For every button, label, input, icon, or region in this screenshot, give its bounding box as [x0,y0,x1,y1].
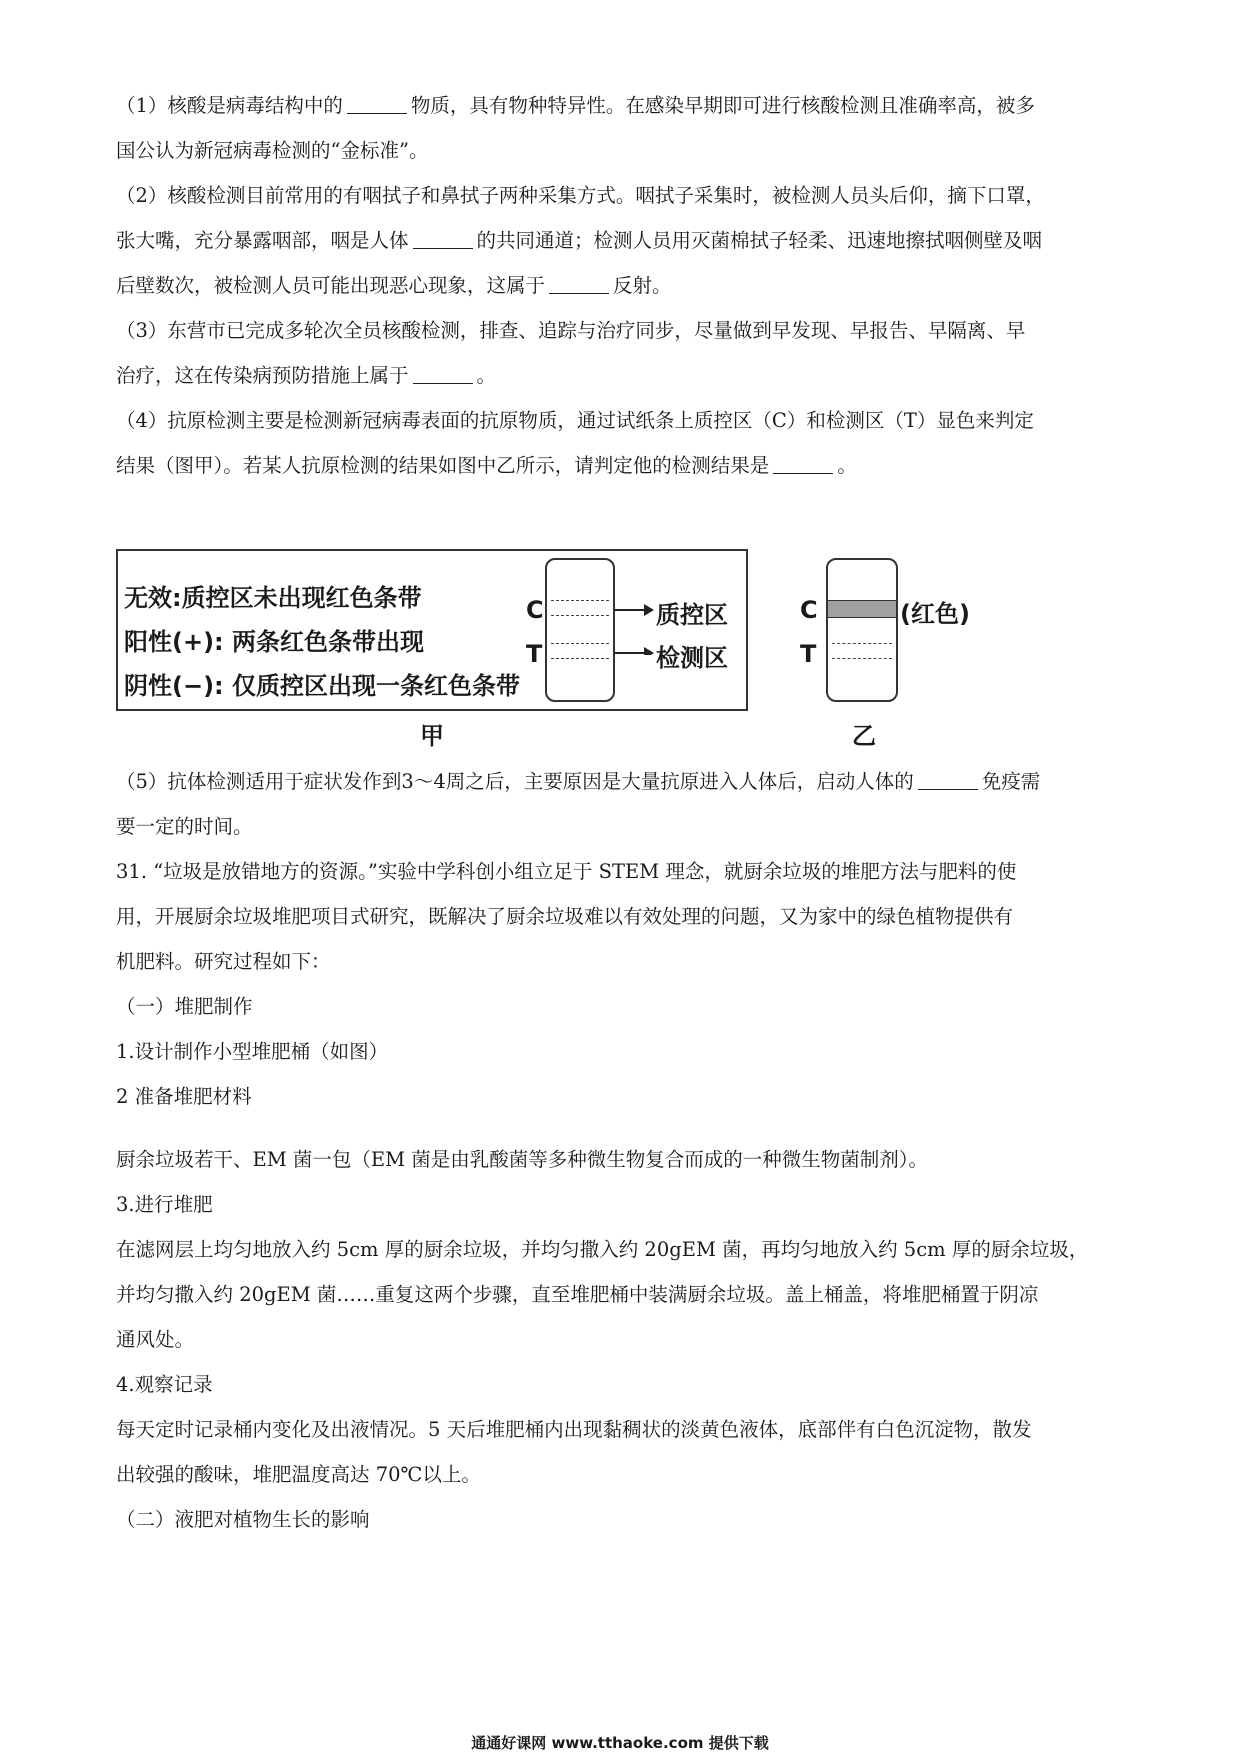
jia-arrow-test: 检测区 [656,644,728,672]
step-1: 1.设计制作小型堆肥桶（如图） [116,1040,389,1063]
answer-blank[interactable] [413,363,473,384]
q3-line-2: 治疗，这在传染病预防措施上属于 。 [116,364,497,387]
q31-line-2: 用，开展厨余垃圾堆肥项目式研究，既解决了厨余垃圾难以有效处理的问题，又为家中的绿色植物提供有 [116,905,1014,928]
section-liquid-fertilizer: （二）液肥对植物生长的影响 [116,1508,370,1531]
answer-blank[interactable] [413,228,473,249]
jia-test-strip [545,558,615,702]
answer-blank[interactable] [549,273,609,294]
jia-caption: 甲 [420,722,444,750]
q4-line-1: （4）抗原检测主要是检测新冠病毒表面的抗原物质，通过试纸条上质控区（C）和检测区（T）显色来判定 [116,409,1034,432]
jia-rule-invalid: 无效:质控区未出现红色条带 [124,584,422,612]
yi-t-label: T [800,640,817,668]
arrows-icon [612,595,654,655]
jia-t-label: T [526,640,543,668]
yi-red-note: (红色) [900,600,970,628]
q4-line-2: 结果（图甲）。若某人抗原检测的结果如图中乙所示，请判定他的检测结果是 。 [116,454,857,477]
q2-line-2: 张大嘴，充分暴露咽部，咽是人体 的共同通道；检测人员用灭菌棉拭子轻柔、迅速地擦拭咽侧壁及咽 [116,229,1043,252]
step-2-text: 厨余垃圾若干、EM 菌一包（EM 菌是由乳酸菌等多种微生物复合而成的一种微生物菌制剂）。 [116,1148,929,1171]
q31-line-3: 机肥料。研究过程如下： [116,950,331,973]
answer-blank[interactable] [347,93,407,114]
jia-arrow-control: 质控区 [656,601,728,629]
answer-blank[interactable] [773,453,833,474]
q2-line-3: 后壁数次，被检测人员可能出现恶心现象，这属于 反射。 [116,274,672,297]
jia-control-zone [551,600,609,616]
step-3-text-3: 通风处。 [116,1328,195,1351]
section-compost-making: （一）堆肥制作 [116,995,253,1018]
answer-blank[interactable] [918,769,978,790]
q2-line-1: （2）核酸检测目前常用的有咽拭子和鼻拭子两种采集方式。咽拭子采集时，被检测人员头后仰，摘下口罩， [116,184,1045,207]
q31-line-1: 31. “垃圾是放错地方的资源。”实验中学科创小组立足于 STEM 理念，就厨余垃圾的堆肥方法与肥料的使 [116,860,1017,883]
step-4-text-1: 每天定时记录桶内变化及出液情况。5 天后堆肥桶内出现黏稠状的淡黄色液体，底部伴有白色沉淀物，散发 [116,1418,1032,1441]
step-2: 2 准备堆肥材料 [116,1085,252,1108]
yi-test-zone [832,643,892,659]
q5-line-1: （5）抗体检测适用于症状发作到3～4周之后，主要原因是大量抗原进入人体后，启动人体的 免疫需 [116,770,1041,793]
q3-line-1: （3）东营市已完成多轮次全员核酸检测，排查、追踪与治疗同步，尽量做到早发现、早报告、早隔离、早 [116,319,1026,342]
jia-rule-positive: 阳性(+): 两条红色条带出现 [124,628,424,656]
yi-c-label: C [800,596,818,624]
jia-test-zone [551,643,609,659]
yi-control-band [828,600,896,618]
jia-c-label: C [526,596,544,624]
step-4: 4.观察记录 [116,1373,213,1396]
q5-line-2: 要一定的时间。 [116,815,253,838]
page-footer: 通通好课网 www.tthaoke.com 提供下载 [471,1734,769,1752]
jia-rule-negative: 阴性(−): 仅质控区出现一条红色条带 [124,672,520,700]
step-3: 3.进行堆肥 [116,1193,213,1216]
q1-line-2: 国公认为新冠病毒检测的“金标准”。 [116,139,429,162]
yi-test-strip [826,558,898,702]
step-4-text-2: 出较强的酸味，堆肥温度高达 70℃以上。 [116,1463,481,1486]
step-3-text-1: 在滤网层上均匀地放入约 5cm 厚的厨余垃圾，并均匀撒入约 20gEM 菌，再均匀地放入约 5cm 厚的厨余垃圾， [116,1238,1089,1261]
step-3-text-2: 并均匀撒入约 20gEM 菌……重复这两个步骤，直至堆肥桶中装满厨余垃圾。盖上桶盖，将堆肥桶置于阴凉 [116,1283,1039,1306]
q1-line-1: （1）核酸是病毒结构中的 物质，具有物种特异性。在感染早期即可进行核酸检测且准确率高，被多 [116,94,1035,117]
yi-caption: 乙 [852,722,876,750]
